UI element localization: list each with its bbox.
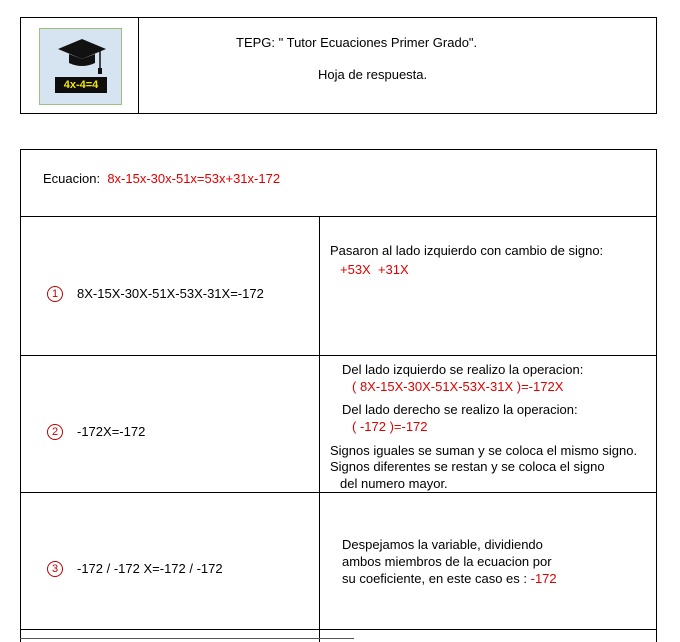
row-divider-equation [20, 216, 657, 217]
step-3-expression: -172 / -172 X=-172 / -172 [77, 561, 223, 576]
row-divider-2 [20, 492, 657, 493]
step-3-coef-label: su coeficiente, en este caso es : [342, 571, 527, 586]
step-3-explanation-line1: Despejamos la variable, dividiendo [342, 537, 543, 552]
column-divider [319, 216, 320, 642]
step-2-rule-same-sign: Signos iguales se suman y se coloca el mismo signo. [330, 443, 638, 458]
footer-line [20, 638, 354, 639]
equation-value: 8x-15x-30x-51x=53x+31x-172 [107, 171, 281, 186]
step-3-explanation-line2: ambos miembros de la ecuacion por [342, 554, 552, 569]
logo [39, 28, 122, 105]
step-1-terms: +53X +31X [340, 262, 409, 277]
page-title: TEPG: " Tutor Ecuaciones Primer Grado". [236, 35, 478, 50]
step-2-number: 2 [47, 424, 63, 440]
step-3-coef-value: -172 [530, 571, 557, 586]
page-subtitle: Hoja de respuesta. [318, 67, 428, 82]
header-divider [138, 17, 139, 114]
step-3-explanation-line3 [342, 571, 557, 587]
graduation-cap-icon [56, 35, 108, 79]
step-2-rule-diff-sign: Signos diferentes se restan y se coloca el signo [330, 459, 605, 474]
step-1-expression: 8X-15X-30X-51X-53X-31X=-172 [77, 286, 264, 301]
step-2-expression: -172X=-172 [77, 424, 146, 439]
main-top-border [20, 149, 657, 150]
equation-row [43, 171, 280, 187]
row-divider-3 [20, 629, 657, 630]
main-right-border [656, 149, 657, 642]
logo-label: 4x-4=4 [55, 77, 107, 93]
step-2-right-label: Del lado derecho se realizo la operacion: [342, 402, 578, 417]
step-2-right-value: ( -172 )=-172 [352, 419, 428, 434]
step-1-explanation: Pasaron al lado izquierdo con cambio de signo: [330, 243, 604, 258]
step-1-number: 1 [47, 286, 63, 302]
step-2-rule-diff-sign-cont: del numero mayor. [340, 476, 448, 491]
row-divider-1 [20, 355, 657, 356]
step-2-left-value: ( 8X-15X-30X-51X-53X-31X )=-172X [352, 379, 564, 394]
step-2-left-label: Del lado izquierdo se realizo la operacion: [342, 362, 584, 377]
step-3-number: 3 [47, 561, 63, 577]
equation-label: Ecuacion: [43, 171, 101, 186]
main-left-border [20, 149, 21, 642]
